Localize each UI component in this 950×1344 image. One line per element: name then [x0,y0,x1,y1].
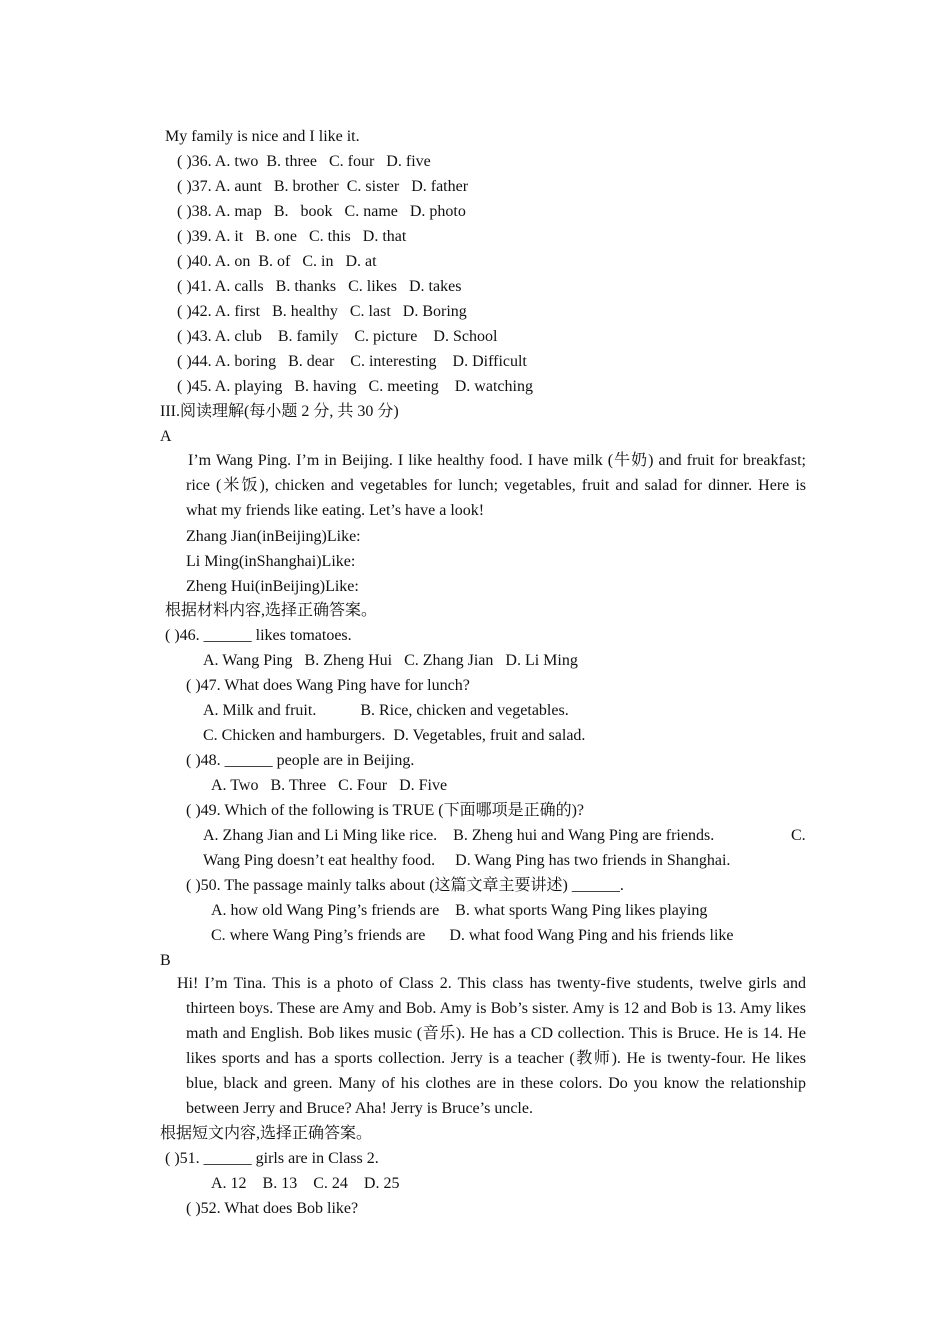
question-52: ( )52. What does Bob like? [186,1200,359,1217]
question-47-options-1: A. Milk and fruit. B. Rice, chicken and vegetables. [203,702,569,719]
question-50: ( )50. The passage mainly talks about (这篇文章主要讲述) ______. [186,877,624,894]
question-36: ( )36. A. two B. three C. four D. five [177,153,431,170]
section-title: III.阅读理解(每小题 2 分, 共 30 分) [160,403,399,420]
question-51-options: A. 12 B. 13 C. 24 D. 25 [211,1175,400,1192]
question-50-options-2: C. where Wang Ping’s friends are D. what food Wang Ping and his friends like [211,927,734,944]
passage-a-label: A [160,428,172,445]
question-41: ( )41. A. calls B. thanks C. likes D. takes [177,278,462,295]
passage-a-instruction: 根据材料内容,选择正确答案。 [165,602,378,619]
question-49-option-c-label: C. [791,827,806,844]
question-43: ( )43. A. club B. family C. picture D. School [177,328,498,345]
question-47-options-2: C. Chicken and hamburgers. D. Vegetables, fruit and salad. [203,727,586,744]
question-51: ( )51. ______ girls are in Class 2. [165,1150,379,1167]
passage-b-instruction: 根据短文内容,选择正确答案。 [160,1125,373,1142]
passage-b-text: Hi! I’m Tina. This is a photo of Class 2. This class has twenty-five students, twelve girls and thirteen boys. These are Amy and Bob. Amy is Bob’s sister. Amy is 12 and Bob is 13. Amy likes math and English. Bob likes music (音乐). He has a CD collection. This is Bruce. He is 14. He likes sports and has a sports collection. Jerry is a teacher (教师). He is twenty-four. He likes blue, black and green. Many of his clothes are in these colors. Do you know the relationship between Jerry and Bruce? Aha! Jerry is Bruce’s uncle. [177,975,806,1117]
question-46: ( )46. ______ likes tomatoes. [165,627,352,644]
question-38: ( )38. A. map B. book C. name D. photo [177,203,466,220]
question-49-options-2: Wang Ping doesn’t eat healthy food. D. Wang Ping has two friends in Shanghai. [203,852,731,869]
friend-li-ming: Li Ming(inShanghai)Like: [186,553,356,570]
question-46-options: A. Wang Ping B. Zheng Hui C. Zhang Jian D. Li Ming [203,652,578,669]
question-39: ( )39. A. it B. one C. this D. that [177,228,407,245]
question-45: ( )45. A. playing B. having C. meeting D. watching [177,378,533,395]
question-42: ( )42. A. first B. healthy C. last D. Boring [177,303,467,320]
question-37: ( )37. A. aunt B. brother C. sister D. father [177,178,469,195]
question-48-options: A. Two B. Three C. Four D. Five [211,777,448,794]
question-49-options-1: A. Zhang Jian and Li Ming like rice. B. Zheng hui and Wang Ping are friends. [203,827,715,844]
question-44: ( )44. A. boring B. dear C. interesting D. Difficult [177,353,527,370]
question-49: ( )49. Which of the following is TRUE (下面哪项是正确的)? [186,802,585,819]
question-48: ( )48. ______ people are in Beijing. [186,752,415,769]
question-47: ( )47. What does Wang Ping have for lunch? [186,677,470,694]
question-50-options-1: A. how old Wang Ping’s friends are B. what sports Wang Ping likes playing [211,902,708,919]
passage-b-paragraph [177,971,806,1121]
friend-zhang-jian: Zhang Jian(inBeijing)Like: [186,528,361,545]
passage-closing-line: My family is nice and I like it. [165,128,360,145]
passage-a-paragraph: I’m Wang Ping. I’m in Beijing. I like healthy food. I have milk (牛奶) and fruit for breakfast; rice (米饭), chicken and vegetables for lunch; vegetables, fruit and salad for dinner. Here is what my friends like eating. Let’s have a look! [186,452,806,519]
question-40: ( )40. A. on B. of C. in D. at [177,253,377,270]
friend-zheng-hui: Zheng Hui(inBeijing)Like: [186,578,359,595]
passage-b-label: B [160,952,171,969]
